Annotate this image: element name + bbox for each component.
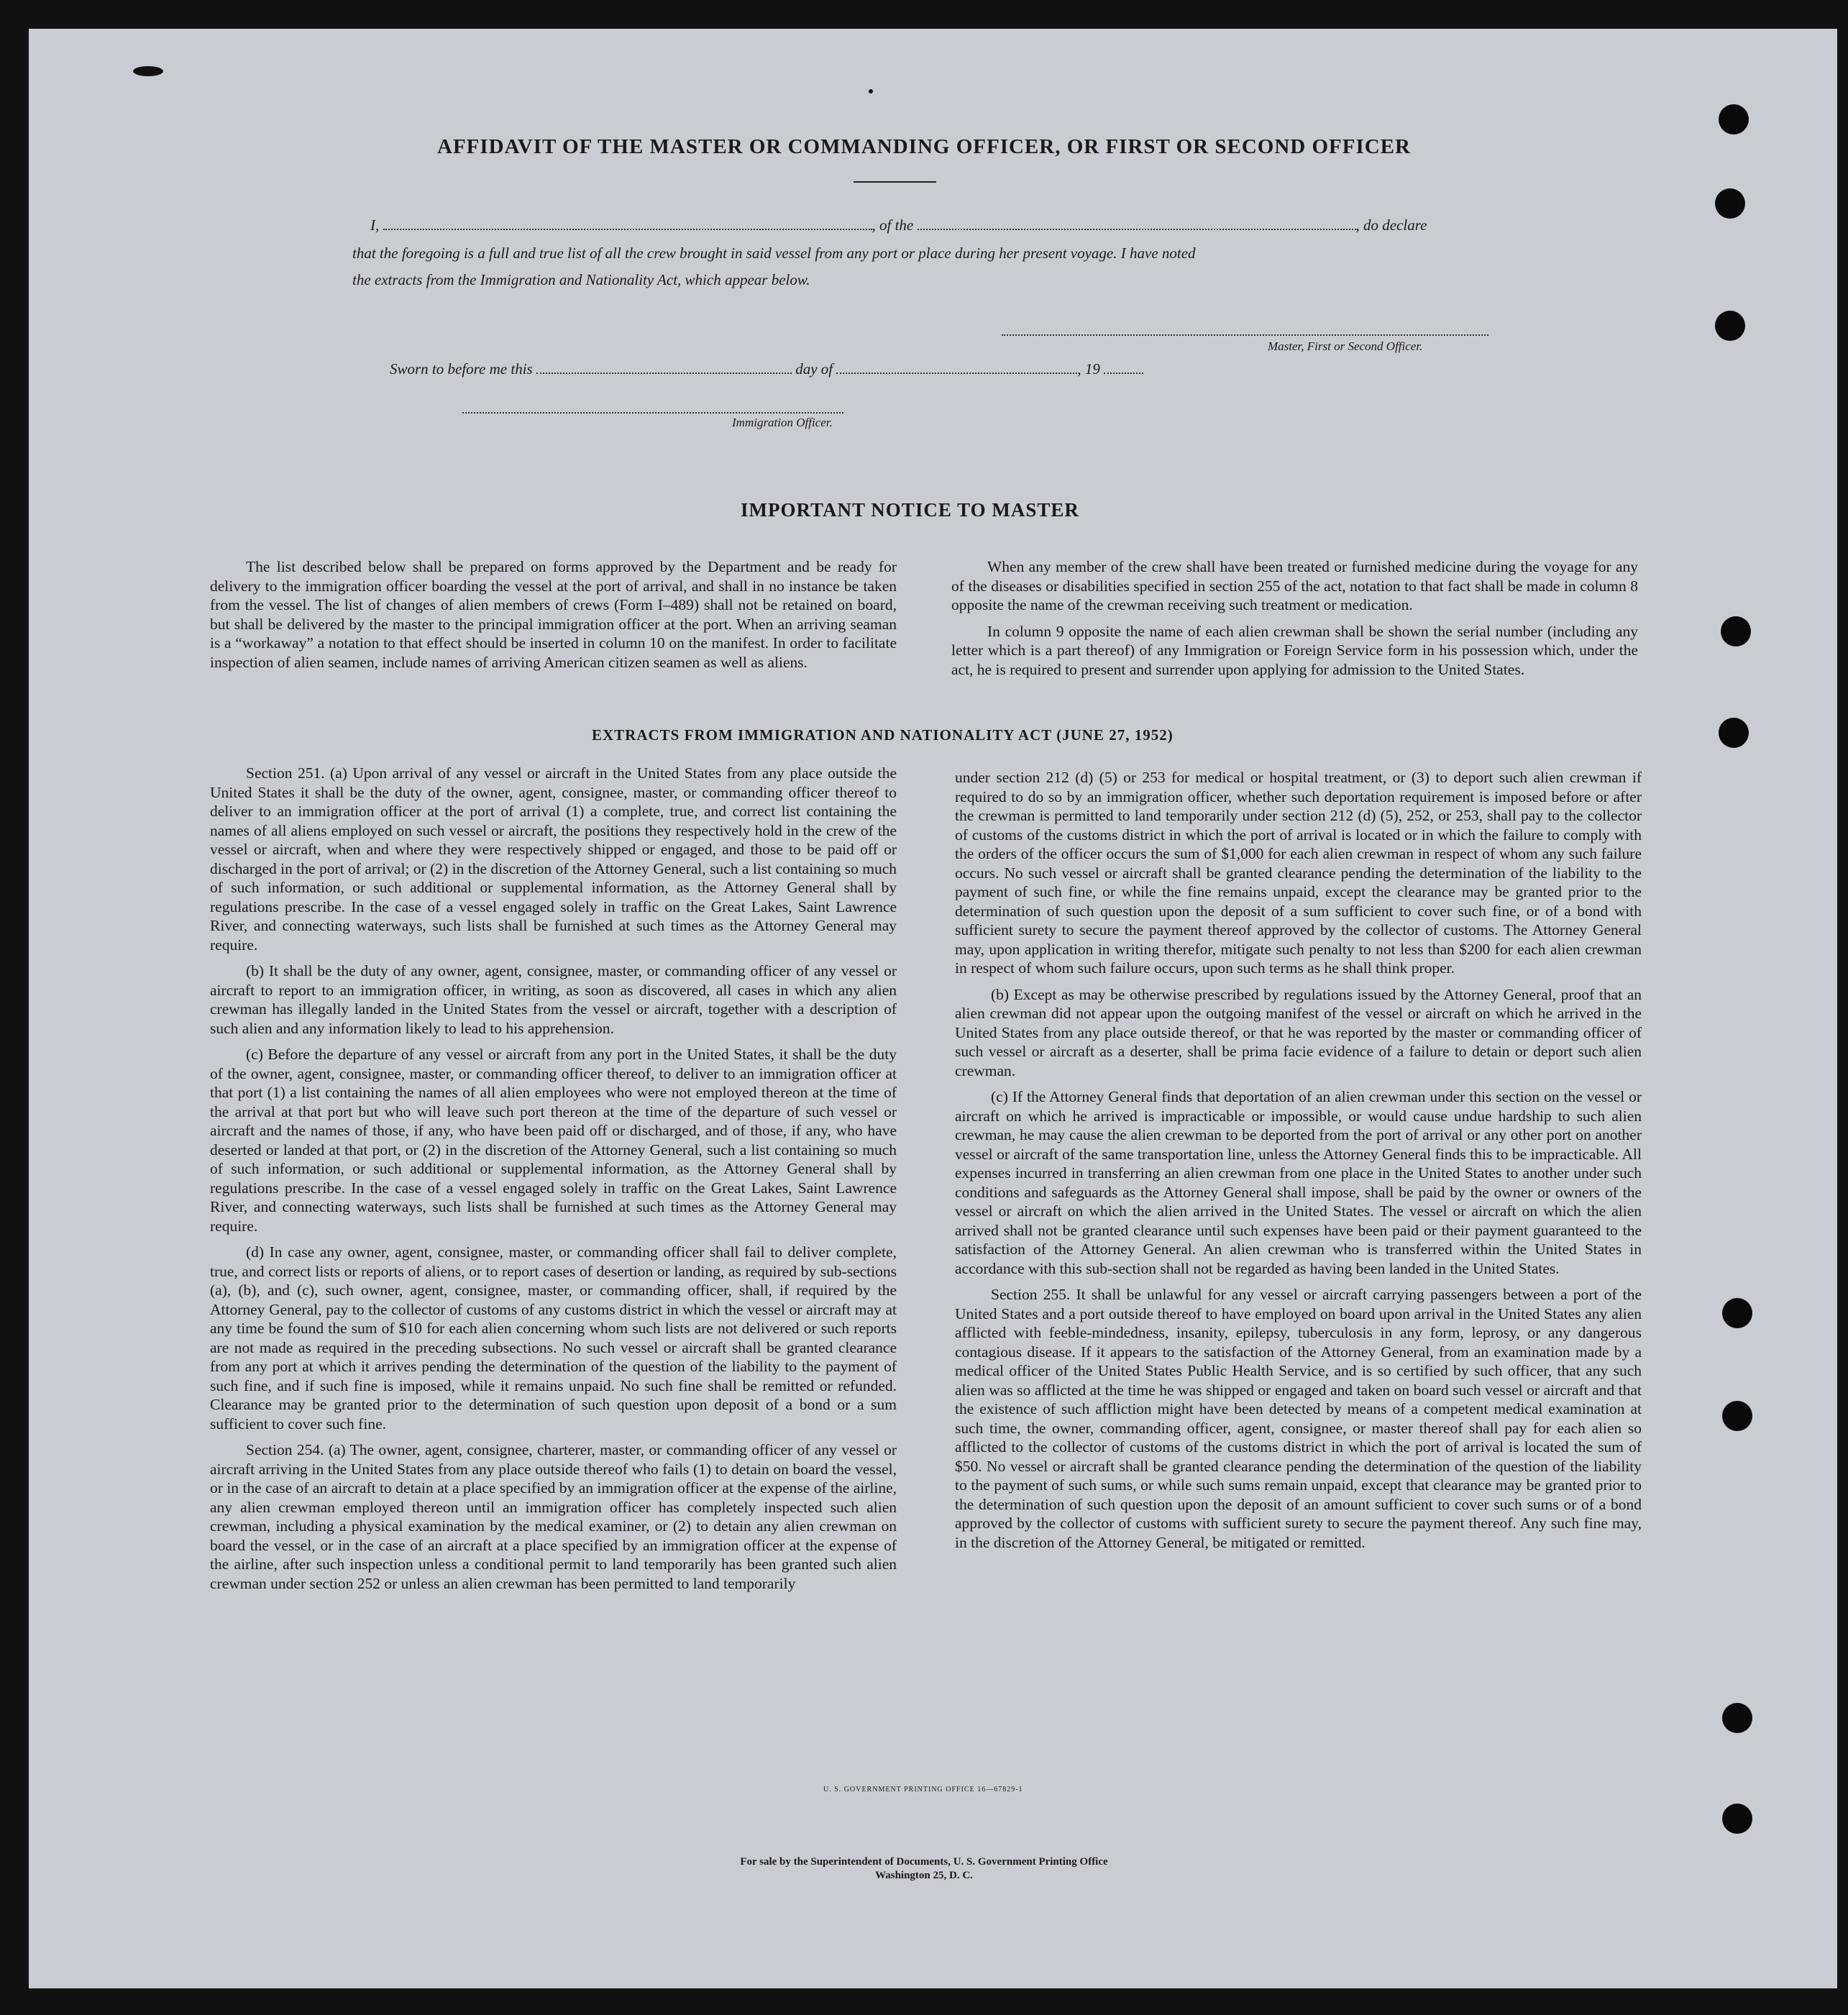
punch-hole-mark xyxy=(1722,1298,1752,1328)
title-rule xyxy=(854,181,936,183)
sworn-label: Sworn to before me this xyxy=(390,360,533,378)
sworn-year-field[interactable] xyxy=(1104,360,1143,374)
punch-hole-mark xyxy=(1722,1401,1752,1431)
name-field[interactable] xyxy=(383,216,872,230)
notice-right-paragraph: When any member of the crew shall have been treated or furnished medicine during the voyage for any of the diseases or disabilities specified in section 255 of the act, notation to that fact shall be made in column 8 opposite the name of the crewman receiving such treatment or medication. xyxy=(951,558,1638,613)
extracts-title: EXTRACTS FROM IMMIGRATION AND NATIONALITY ACT (JUNE 27, 1952) xyxy=(592,726,1174,744)
section-254-c: (c) If the Attorney General finds that deportation of an alien crewman under this section on the vessel or aircraft on which he arrived is impracticable or impossible, or would cause undue hardship to such alien crewman, he may cause the alien crewman to be deported from the port of arrival or any other port on another vessel or aircraft of the same transportation line, unless the Attorney General finds this to be impracticable. All expenses incurred in transferring an alien crewman from one place in the United States to another under such conditions and safeguards as the Attorney General shall impose, shall be paid by the owner or owners of the vessel or aircraft on which the alien arrived in the United States. The vessel or aircraft on which the alien arrived shall not be granted clearance until such expenses have been paid or their payment guaranteed to the satisfaction of the Attorney General. An alien crewman who is transferred within the United States in accordance with this sub-section shall not be regarded as having been landed in the United States. xyxy=(955,1088,1642,1277)
notice-right-paragraph: In column 9 opposite the name of each alien crewman shall be shown the serial number (including any letter which is a part thereof) of any Immigration or Foreign Service form in his possession which, under the act, he is required to present and surrender upon applying for admission to the United States. xyxy=(951,622,1638,678)
punch-hole-mark xyxy=(1722,1703,1752,1733)
sworn-month-field[interactable] xyxy=(836,360,1077,374)
section-251-b: (b) It shall be the duty of any owner, agent, consignee, master, or commanding officer of any vessel or aircraft to report to an immigration officer, in writing, as soon as discovered, all cases in which any alien crewman has illegally landed in the United States from the vessel or aircraft, together with a description of such alien and any information likely to lead to his apprehension. xyxy=(210,962,897,1037)
section-254-b: (b) Except as may be otherwise prescribed by regulations issued by the Attorney General, proof that an alien crewman did not appear upon the outgoing manifest of the vessel or aircraft on which he arrived in the United States from any place outside thereof, or that he was reported by the master or commanding officer of such vessel or aircraft as a deserter, shall be prima facie evidence of a failure to detain or deport such alien crewman. xyxy=(955,985,1642,1079)
scan-mark xyxy=(133,66,163,76)
section-251-d: (d) In case any owner, agent, consignee, master, or commanding officer shall fail to deliver complete, true, and correct lists or reports of aliens, or to report cases of desertion or landing, as required by sub-sections (a), (b), and (c), such owner, agent, consignee, master, or commanding officer, shall, if required by the Attorney General, pay to the collector of customs of any customs district in which the vessel or aircraft may at any time be found the sum of $10 for each alien concerning whom such lists are not delivered or such reports are not made as required in the preceding subsections. No such vessel or aircraft shall be granted clearance from any port at which it arrives pending the determination of the question of the liability to the payment of such fine, and if such fine is imposed, while it remains unpaid. No such fine shall be remitted or refunded. Clearance may be granted prior to the determination of such question upon deposit of a bond or a sum sufficient to cover such fine. xyxy=(210,1243,897,1433)
punch-hole-mark xyxy=(1715,311,1745,341)
year-label: , 19 xyxy=(1077,360,1100,378)
vessel-field[interactable] xyxy=(918,216,1356,230)
section-251-c: (c) Before the departure of any vessel or aircraft from any port in the United States, it shall be the duty of the owner, agent, consignee, master, or commanding officer thereof, to deliver to an immigration officer at that port (1) a list containing the names of all alien employees who were not employed thereon at the time of the arrival at that port but who will leave such port thereon at the time of the departure of such vessel or aircraft and the names of those, if any, who have been paid off or discharged, and of those, if any, who have deserted or landed at that port, or (2) in the discretion of the Attorney General, such a list containing so much of such information, or such additional or supplemental information, as the Attorney General shall by regulations prescribe. In the case of a vessel engaged solely in traffic on the Great Lakes, Saint Lawrence River, and connecting waterways, such lists shall be furnished at such times as the Attorney General may require. xyxy=(210,1046,897,1235)
i-label: I, xyxy=(370,216,380,234)
section-251-a: Section 251. (a) Upon arrival of any vessel or aircraft in the United States from any place outside the United States it shall be the duty of the owner, agent, consignee, master, or commanding officer thereof to deliver to an immigration officer at the port of arrival (1) a complete, true, and correct list containing the names of all aliens employed on such vessel or aircraft, the positions they respectively hold in the crew of the vessel or aircraft, when and where they were respectively shipped or engaged, and those to be paid off or discharged in the port of arrival; or (2) in the discretion of the Attorney General, such a list containing so much of such information, or such additional or supplemental information, as the Attorney General shall by regulations prescribe. In the case of a vessel engaged solely in traffic on the Great Lakes, Saint Lawrence River, and connecting waterways, such lists shall be furnished at such times as the Attorney General may require. xyxy=(210,764,897,954)
section-255: Section 255. It shall be unlawful for any vessel or aircraft carrying passengers between a port of the United States and a port outside thereof to have employed on board upon arrival in the United States any alien afflicted with feeble-mindedness, insanity, epilepsy, tuberculosis in any form, leprosy, or any dangerous contagious disease. If it appears to the satisfaction of the Attorney General, from an examination made by a medical officer of the United States Public Health Service, and is so certified by such officer, that any such alien was so afflicted at the time he was shipped or engaged and taken on board such vessel or aircraft and that the existence of such affliction might have been detected by means of a competent medical examination at such time, the owner, commanding officer, agent, consignee, or master thereof shall pay for each alien so afflicted to the collector of customs of the customs district in which the port of arrival is located the sum of $50. No vessel or aircraft shall be granted clearance pending the determination of the question of the liability to the payment of such sums, or while such sums remain unpaid, except that clearance may be granted prior to the determination of such question upon the deposit of an amount sufficient to cover such sums or of a bond approved by the collector of customs with sufficient surety to secure the payment thereof. Any such fine may, in the discretion of the Attorney General, be mitigated or remitted. xyxy=(955,1286,1642,1551)
notice-left-column xyxy=(210,557,897,679)
sale-notice-line-2: Washington 25, D. C. xyxy=(875,1870,973,1881)
notice-title: IMPORTANT NOTICE TO MASTER xyxy=(741,499,1079,521)
notice-right-column xyxy=(951,557,1638,686)
of-the-label: , of the xyxy=(872,216,914,234)
punch-hole-mark xyxy=(1719,718,1749,748)
sworn-day-field[interactable] xyxy=(536,360,792,374)
printing-office-code: U. S. GOVERNMENT PRINTING OFFICE 16—67829-1 xyxy=(823,1786,1023,1794)
do-declare-label: , do declare xyxy=(1355,216,1427,234)
declaration-line-1 xyxy=(370,216,1427,234)
punch-hole-mark xyxy=(1722,1804,1752,1834)
punch-hole-mark xyxy=(1719,104,1749,134)
master-signature-label: Master, First or Second Officer. xyxy=(1268,339,1423,353)
notice-left-paragraph: The list described below shall be prepared on forms approved by the Department and be ready for delivery to the immigration officer boarding the vessel at the port of arrival, and shall in no instance be taken from the vessel. The list of changes of alien members of crews (Form I–489) shall not be retained on board, but shall be delivered by the master to the principal immigration officer at the port. When an arriving seaman is a “workaway” a notation to that effect should be inserted in column 10 on the manifest. In order to facilitate inspection of alien seamen, include names of arriving American citizen seamen as well as aliens. xyxy=(210,558,897,671)
day-of-label: day of xyxy=(795,360,833,378)
section-254-a: Section 254. (a) The owner, agent, consignee, charterer, master, or commanding officer of any vessel or aircraft arriving in the United States from any place outside thereof who fails (1) to detain on board the vessel, or in the case of an aircraft to detain at a place specified by an immigration officer at the expense of the airline, any alien crewman employed thereon until an immigration officer has completely inspected such alien crewman, including a physical examination by the medical examiner, or (2) to detain any alien crewman on board the vessel, or in the case of an aircraft at a place specified by an immigration officer at the expense of the airline, after such inspection unless a conditional permit to land temporarily has been granted such alien crewman under section 252 or unless an alien crewman has been permitted to land temporarily xyxy=(210,1441,897,1592)
immigration-officer-signature-line[interactable] xyxy=(462,399,843,413)
affidavit-title: AFFIDAVIT OF THE MASTER OR COMMANDING OFFICER, OR FIRST OR SECOND OFFICER xyxy=(437,135,1411,158)
punch-hole-mark xyxy=(1715,188,1745,219)
section-254-a-continued: under section 212 (d) (5) or 253 for medical or hospital treatment, or (3) to deport such alien crewman if required to do so by an immigration officer, whether such deportation requirement is imposed before or after the crewman is permitted to land temporarily under section 212 (d) (5), 252, or 253, shall pay to the collector of customs of the customs district in which the port of arrival is located or in which the failure to comply with the orders of the officer occurs the sum of $1,000 for each alien crewman in respect of whom any such failure occurs. No such vessel or aircraft shall be granted clearance pending the determination of the liability to the payment of such fine, or while the fine remains unpaid, except the clearance may be granted prior to the determination of such question upon the deposit of a sum sufficient to cover such fine, or of a bond with sufficient surety to secure the payment thereof approved by the collector of customs. The Attorney General may, upon application in writing therefor, mitigate such penalty to not less than $200 for each alien crewman in respect of whom such failure occurs, upon such terms as he shall think proper. xyxy=(955,769,1642,977)
sale-notice-line-1: For sale by the Superintendent of Documents, U. S. Government Printing Office xyxy=(740,1856,1108,1868)
extracts-right-column xyxy=(955,768,1642,1559)
immigration-officer-label: Immigration Officer. xyxy=(732,416,833,429)
declaration-line-3: the extracts from the Immigration and Nationality Act, which appear below. xyxy=(352,271,810,288)
punch-hole-mark xyxy=(1721,616,1751,646)
scan-mark xyxy=(869,89,873,93)
extracts-left-column xyxy=(210,764,897,1600)
master-signature-line[interactable] xyxy=(1002,321,1488,336)
declaration-line-2: that the foregoing is a full and true list of all the crew brought in said vessel from any port or place during her present voyage. I have noted xyxy=(352,245,1196,262)
sworn-line xyxy=(390,360,1143,378)
